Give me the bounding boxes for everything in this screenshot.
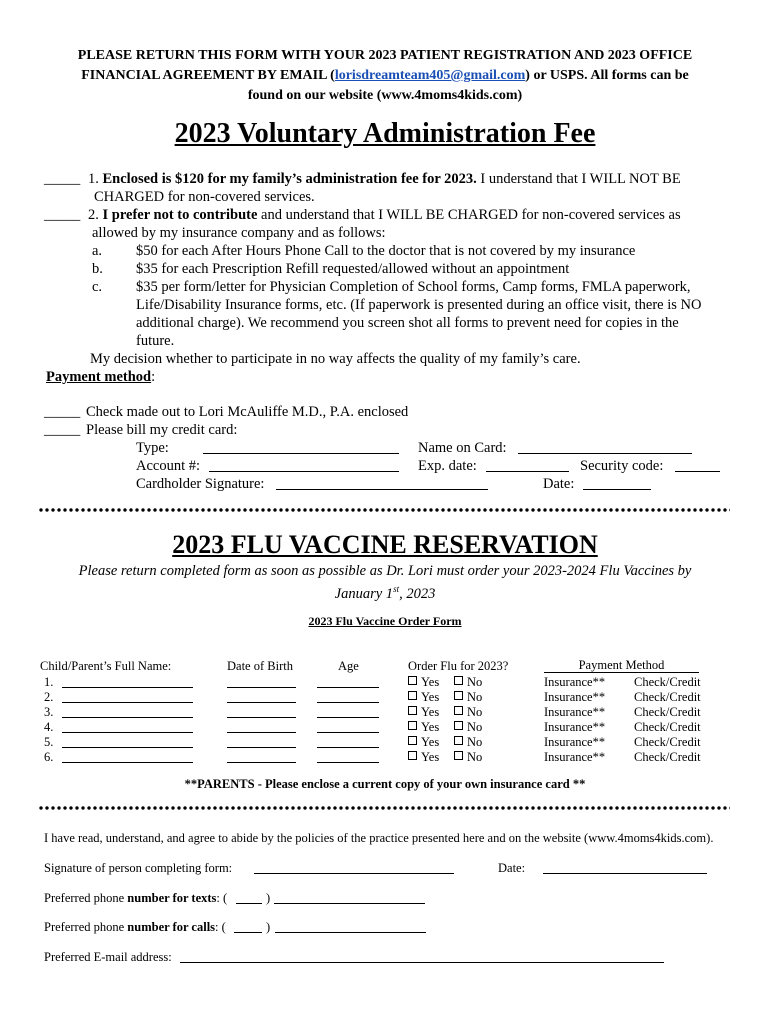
yes-label: Yes [421, 705, 440, 719]
text-phone-field[interactable] [274, 891, 425, 904]
text-phone-post: : ( [216, 891, 228, 905]
call-phone-pre: Preferred phone [44, 920, 128, 934]
row-number: 6. [44, 750, 54, 764]
call-phone-bold: number for calls [127, 920, 216, 934]
no-checkbox[interactable] [454, 736, 463, 745]
return-line-3: found on our website (www.4moms4kids.com) [247, 88, 523, 103]
no-checkbox[interactable] [454, 721, 463, 730]
option-2-cont: allowed by my insurance company and as follows: [92, 225, 386, 241]
row-number: 5. [44, 735, 54, 749]
option-1-cont: CHARGED for non-covered services. [94, 189, 315, 205]
option-2-text [88, 206, 681, 224]
dob-field[interactable] [227, 675, 296, 688]
yes-checkbox[interactable] [408, 751, 417, 760]
item-a-text: $50 for each After Hours Phone Call to the doctor that is not covered by my insurance [136, 243, 636, 259]
yes-option[interactable] [408, 750, 439, 765]
security-code-label: Security code: [580, 458, 664, 474]
return-instructions [40, 46, 730, 106]
option-1-bold: Enclosed is $120 for my family’s administration fee for 2023. [102, 171, 477, 187]
check-credit-option[interactable]: Check/Credit [634, 735, 701, 749]
yes-label: Yes [421, 690, 440, 704]
no-label: No [467, 720, 483, 734]
age-field[interactable] [317, 690, 379, 703]
name-field[interactable] [62, 735, 193, 748]
name-on-card-label: Name on Card: [418, 440, 507, 456]
text-phone-bold: number for texts [127, 891, 217, 905]
option-1-text [88, 170, 681, 188]
no-label: No [467, 705, 483, 719]
insurance-option[interactable]: Insurance** [544, 750, 606, 764]
order-form-title: 2023 Flu Vaccine Order Form [308, 614, 462, 628]
flu-subtitle [40, 562, 730, 603]
card-date-field[interactable] [583, 477, 651, 490]
no-option[interactable] [454, 690, 482, 705]
account-number-label: Account #: [136, 458, 201, 474]
yes-checkbox[interactable] [408, 721, 417, 730]
check-credit-option[interactable]: Check/Credit [634, 675, 701, 689]
check-credit-option[interactable]: Check/Credit [634, 720, 701, 734]
yes-checkbox[interactable] [408, 676, 417, 685]
yes-label: Yes [421, 675, 440, 689]
exp-date-label: Exp. date: [418, 458, 477, 474]
dob-field[interactable] [227, 720, 296, 733]
yes-label: Yes [421, 750, 440, 764]
text-area-code-field[interactable] [236, 891, 262, 904]
option-1-rest: I understand that I WILL NOT BE [476, 171, 681, 187]
option-1-blank[interactable]: _____ [44, 171, 81, 187]
flu-subtitle-year: , 2023 [399, 585, 436, 602]
row-number: 4. [44, 720, 54, 734]
no-label: No [467, 690, 483, 704]
name-field[interactable] [62, 675, 193, 688]
check-credit-option[interactable]: Check/Credit [634, 705, 701, 719]
name-on-card-field[interactable] [518, 441, 692, 454]
row-number: 2. [44, 690, 54, 704]
insurance-card-note: **PARENTS - Please enclose a current copy of your own insurance card ** [184, 777, 586, 791]
no-option[interactable] [454, 705, 482, 720]
item-c-letter: c. [92, 279, 103, 295]
payment-method-heading [46, 368, 155, 386]
age-field[interactable] [317, 675, 379, 688]
return-line-2 [40, 66, 730, 86]
option-2-num: 2. [88, 207, 99, 223]
name-field[interactable] [62, 750, 193, 763]
email-field[interactable] [180, 950, 664, 963]
signature-field[interactable] [254, 861, 454, 874]
agreement-statement: I have read, understand, and agree to abide by the policies of the practice presented here and on the website (www.4moms4kids.com). [44, 831, 714, 845]
item-c-line-2: Life/Disability Insurance forms, etc. (If paperwork is presented during an office visit, there is NO [136, 297, 702, 313]
col-header-age: Age [338, 659, 359, 673]
call-area-code-field[interactable] [234, 920, 262, 933]
call-phone-field[interactable] [275, 920, 426, 933]
dob-field[interactable] [227, 705, 296, 718]
item-c-text: $35 per form/letter for Physician Completion of School forms, Camp forms, FMLA paperwork, [136, 279, 691, 295]
yes-label: Yes [421, 720, 440, 734]
item-c-line-3: additional charge). We recommend you screen shot all forms to prevent need for copies in the [136, 315, 679, 331]
check-blank[interactable]: _____ [44, 404, 81, 420]
signature-label: Signature of person completing form: [44, 861, 233, 875]
flu-subtitle-line-2 [40, 580, 730, 603]
fee-title: 2023 Voluntary Administration Fee [174, 118, 596, 149]
card-date-label: Date: [543, 476, 575, 492]
option-2-bold: I prefer not to contribute [102, 207, 258, 223]
yes-option[interactable] [408, 735, 439, 750]
no-option[interactable] [454, 720, 482, 735]
no-label: No [467, 735, 483, 749]
dob-field[interactable] [227, 690, 296, 703]
no-label: No [467, 675, 483, 689]
exp-date-field[interactable] [486, 459, 569, 472]
col-header-dob: Date of Birth [227, 659, 293, 673]
return-line-2-pre: FINANCIAL AGREEMENT BY EMAIL ( [81, 68, 335, 83]
insurance-option[interactable]: Insurance** [544, 690, 606, 704]
age-field[interactable] [317, 705, 379, 718]
cardholder-signature-label: Cardholder Signature: [136, 476, 265, 492]
option-1-num: 1. [88, 171, 99, 187]
no-option[interactable] [454, 750, 482, 765]
yes-label: Yes [421, 735, 440, 749]
email-label: Preferred E-mail address: [44, 950, 172, 964]
check-credit-option[interactable]: Check/Credit [634, 750, 701, 764]
return-line-2-post: ) or USPS. All forms can be [525, 68, 689, 83]
call-phone-label [44, 920, 226, 935]
name-field[interactable] [62, 720, 193, 733]
decision-statement: My decision whether to participate in no way affects the quality of my family’s care. [90, 351, 581, 367]
no-label: No [467, 750, 483, 764]
insurance-option[interactable]: Insurance** [544, 735, 606, 749]
name-field[interactable] [62, 690, 193, 703]
flu-title: 2023 FLU VACCINE RESERVATION [172, 530, 598, 559]
flu-subtitle-line-1: Please return completed form as soon as possible as Dr. Lori must order your 2023-2024 Flu Vaccines by [78, 563, 692, 579]
no-checkbox[interactable] [454, 751, 463, 760]
item-c-line-4: future. [136, 333, 175, 349]
no-checkbox[interactable] [454, 676, 463, 685]
text-phone-label [44, 891, 227, 906]
flu-subtitle-sup: st [393, 584, 400, 594]
no-checkbox[interactable] [454, 706, 463, 715]
no-checkbox[interactable] [454, 691, 463, 700]
col-header-order: Order Flu for 2023? [408, 659, 509, 673]
bill-card-text: Please bill my credit card: [86, 422, 238, 438]
age-field[interactable] [317, 720, 379, 733]
text-paren-close: ) [266, 891, 271, 905]
card-type-field[interactable] [203, 441, 399, 454]
dotted-divider-2 [38, 806, 730, 810]
yes-option[interactable] [408, 720, 439, 735]
yes-checkbox[interactable] [408, 736, 417, 745]
insurance-option[interactable]: Insurance** [544, 705, 606, 719]
name-field[interactable] [62, 705, 193, 718]
security-code-field[interactable] [675, 459, 720, 472]
no-option[interactable] [454, 735, 482, 750]
option-2-rest: and understand that I WILL BE CHARGED for non-covered services as [257, 207, 681, 223]
insurance-option[interactable]: Insurance** [544, 675, 606, 689]
signature-date-label: Date: [498, 861, 526, 875]
col-header-payment: Payment Method [544, 659, 699, 673]
check-option-text: Check made out to Lori McAuliffe M.D., P.A. enclosed [86, 404, 409, 420]
option-2-blank[interactable]: _____ [44, 207, 81, 223]
cardholder-signature-field[interactable] [276, 477, 488, 490]
item-a-letter: a. [92, 243, 103, 259]
row-number: 3. [44, 705, 54, 719]
no-option[interactable] [454, 675, 482, 690]
call-phone-post: : ( [215, 920, 226, 934]
call-paren-close: ) [266, 920, 271, 934]
email-link[interactable]: lorisdreamteam405@gmail.com [334, 68, 526, 83]
dotted-divider-1 [38, 508, 730, 512]
check-credit-option[interactable]: Check/Credit [634, 690, 701, 704]
card-type-label: Type: [136, 440, 169, 456]
signature-date-field[interactable] [543, 861, 707, 874]
item-b-text: $35 for each Prescription Refill requested/allowed without an appointment [136, 261, 570, 277]
return-line-1: PLEASE RETURN THIS FORM WITH YOUR 2023 PATIENT REGISTRATION AND 2023 OFFICE [77, 48, 693, 63]
flu-subtitle-date: January 1 [334, 585, 394, 602]
yes-option[interactable] [408, 705, 439, 720]
payment-method-colon: : [151, 369, 156, 385]
yes-checkbox[interactable] [408, 691, 417, 700]
account-number-field[interactable] [209, 459, 399, 472]
yes-option[interactable] [408, 675, 439, 690]
item-b-letter: b. [92, 261, 103, 277]
yes-checkbox[interactable] [408, 706, 417, 715]
yes-option[interactable] [408, 690, 439, 705]
age-field[interactable] [317, 750, 379, 763]
text-phone-pre: Preferred phone [44, 891, 128, 905]
col-header-name: Child/Parent’s Full Name: [40, 659, 172, 673]
bill-card-blank[interactable]: _____ [44, 422, 81, 438]
dob-field[interactable] [227, 750, 296, 763]
insurance-option[interactable]: Insurance** [544, 720, 606, 734]
row-number: 1. [44, 675, 54, 689]
age-field[interactable] [317, 735, 379, 748]
payment-method-label: Payment method [46, 369, 152, 385]
dob-field[interactable] [227, 735, 296, 748]
